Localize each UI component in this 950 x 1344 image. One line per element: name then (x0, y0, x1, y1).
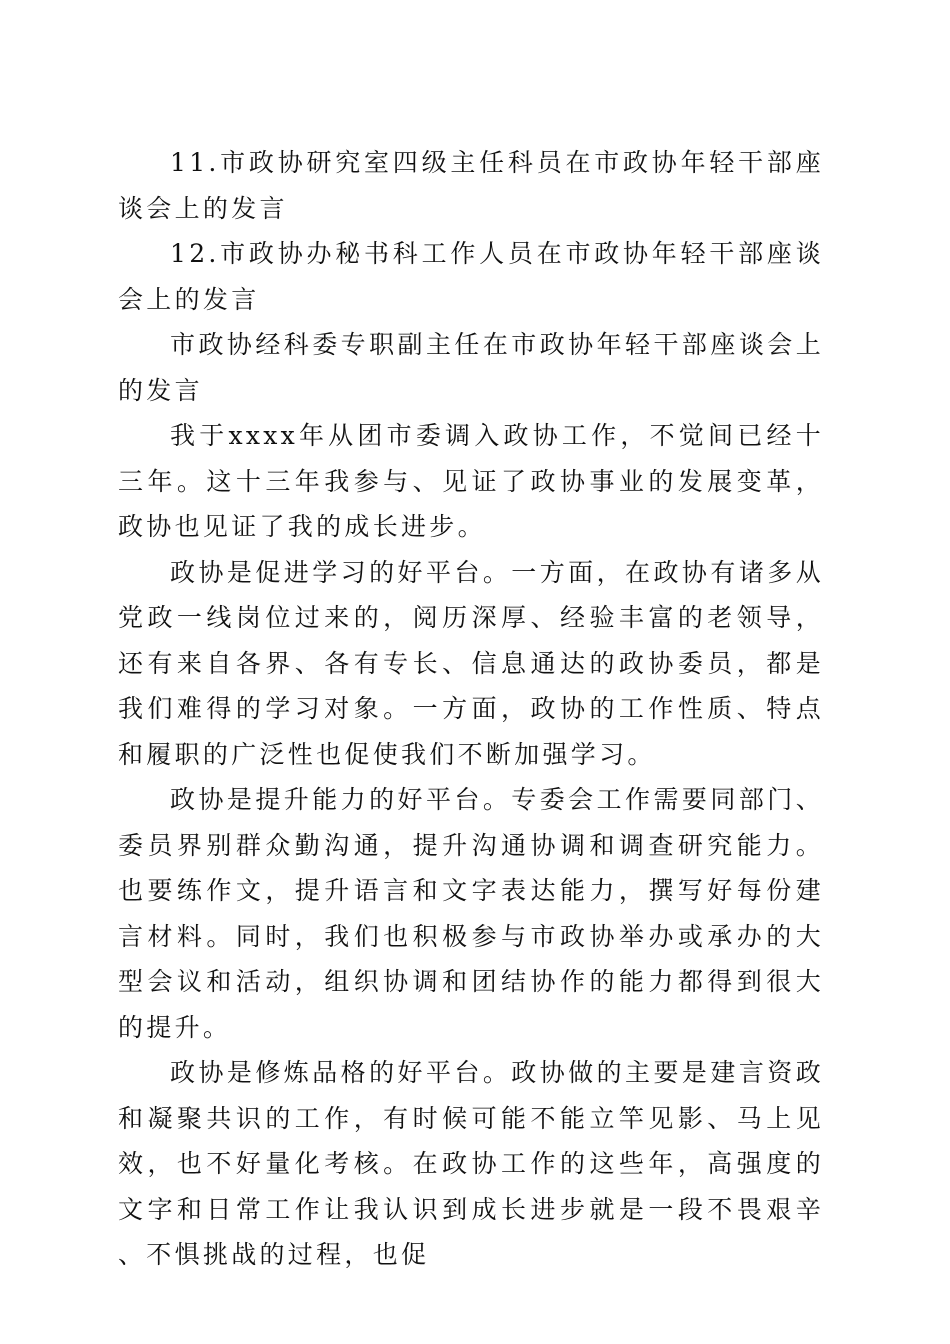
body-paragraph-ability: 政协是提升能力的好平台。专委会工作需要同部门、委员界别群众勤沟通，提升沟通协调和调查研究能力。也要练作文，提升语言和文字表达能力，撰写好每份建言材料。同时，我们也积极参与市政协举办或承办的大型会议和活动，组织协调和团结协作的能力都得到很大的提升。 (118, 785, 824, 1042)
document-body (118, 140, 824, 1278)
list-item-12-title: 12.市政协办秘书科工作人员在市政协年轻干部座谈会上的发言 (118, 239, 824, 314)
body-paragraph-intro: 我于xxxx年从团市委调入政协工作，不觉间已经十三年。这十三年我参与、见证了政协事业的发展变革，政协也见证了我的成长进步。 (118, 421, 824, 541)
body-paragraph-learning: 政协是促进学习的好平台。一方面，在政协有诸多从党政一线岗位过来的，阅历深厚、经验丰富的老领导，还有来自各界、各有专长、信息通达的政协委员，都是我们难得的学习对象。一方面，政协的工作性质、特点和履职的广泛性也促使我们不断加强学习。 (118, 557, 824, 769)
body-paragraph-character: 政协是修炼品格的好平台。政协做的主要是建言资政和凝聚共识的工作，有时候可能不能立竿见影、马上见效，也不好量化考核。在政协工作的这些年，高强度的文字和日常工作让我认识到成长进步就是一段不畏艰辛、不惧挑战的过程，也促 (118, 1058, 824, 1269)
speech-title: 市政协经科委专职副主任在市政协年轻干部座谈会上的发言 (118, 330, 824, 405)
list-item-11-title: 11.市政协研究室四级主任科员在市政协年轻干部座谈会上的发言 (118, 148, 824, 223)
